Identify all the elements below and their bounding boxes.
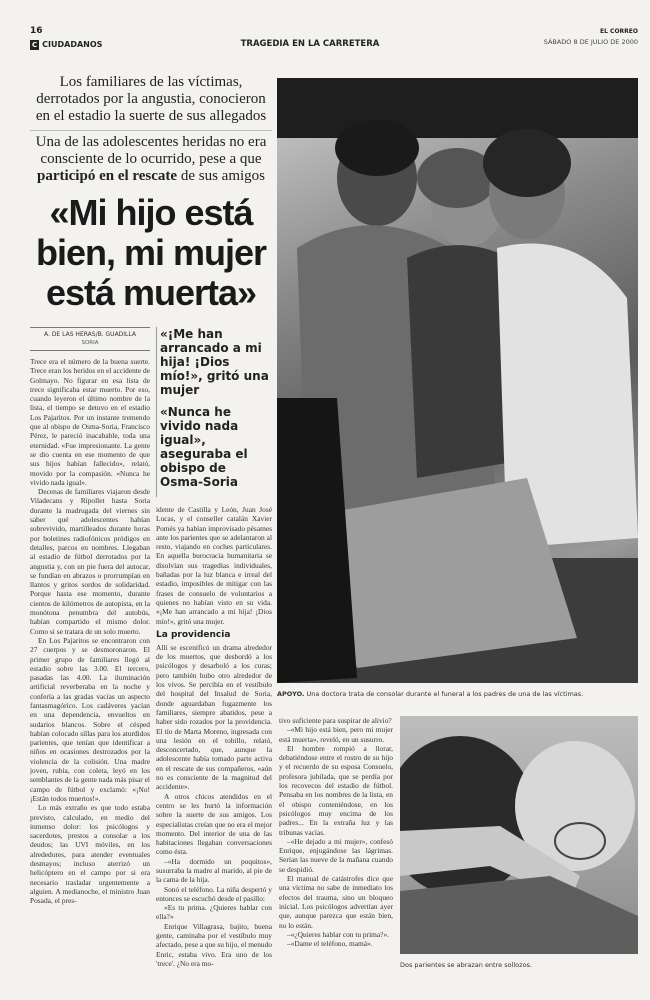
newspaper-name: EL CORREO (600, 28, 638, 35)
caption-text: Una doctora trata de consolar durante el funeral a los padres de una de las víctimas. (304, 690, 584, 698)
deck-1: Los familiares de las víctimas, derrotados por la angustia, conocieron en el estadio la suerte de sus allegados (35, 74, 267, 124)
article-body (30, 327, 272, 990)
deck-2-text: Una de las adolescentes heridas no era consciente de lo ocurrido, pese a que (35, 134, 267, 167)
page-number: 16 (30, 26, 43, 36)
photo-illustration (400, 716, 638, 954)
paragraph: tivo suficiente para suspirar de alivio? (279, 716, 392, 725)
section-name: CIUDADANOS (42, 40, 103, 49)
caption-label: APOYO. (277, 690, 305, 698)
article-cell-right (156, 327, 272, 990)
deck-2 (30, 130, 272, 185)
pull-quote: «Nunca he vivido nada igual», aseguraba el obispo de Osma-Soria (160, 405, 248, 489)
paragraph: Lo más extraño es que todo estaba previsto, calculado, en medio del inmenso dolor: los psicólogos y sacerdotes, prestos a consolar a los deudos; las UVI móviles, en los alrededores, para atender eventuales desmayos; incluso aterrizó un helicóptero en el campo por si era necesario trasladar urgentemente a alguien. A medianoche, el ministro Juan Posada, el pres- (30, 803, 150, 906)
paragraph: idente de Castilla y León, Juan José Lucas, y el conseller catalán Xavier Pomés ya habían improvisado pésames ante los parientes que se adelantaron al resto, viajando en coches particulares. En aquella burocracia humanitaria se disolvían sus tragedias individuales, bañadas por la luz blanca e irreal del estadio, imposibles de mitigar con las frases de consuelo de voluntarios a quienes no habían visto en su vida. «¡Me han arrancado a mi hija! ¡Dios mío!», gritó una mujer. (156, 505, 272, 626)
photo-caption: Dos parientes se abrazan entre sollozos. (400, 961, 532, 969)
paragraph: El manual de catástrofes dice que una víctima no sabe de inmediato los efectos del trauma, sino un bloqueo inicial. Los psicólogos advertían ayer que, aunque parezca que están bien, no lo están. (279, 874, 393, 930)
issue-date: SÁBADO 8 DE JULIO DE 2000 (543, 38, 638, 46)
section-label (30, 40, 102, 50)
topic-header: TRAGEDIA EN LA CARRETERA (240, 39, 380, 49)
photo-funeral-mourners (277, 78, 638, 683)
article-cell-left (30, 327, 150, 990)
photo-relatives-embracing (400, 716, 638, 954)
section-badge: C (32, 41, 38, 49)
pull-quotes (156, 327, 272, 497)
deck-2-bold: participó en el rescate (36, 168, 178, 184)
paragraph: «Es tu prima. ¿Quieres hablar con ella?» (156, 903, 272, 922)
paragraph: Allí se escenificó un drama alrededor de los muertos, que desbordó a los psicólogos y desarboló a los curas; pero también hubo otro alrededor de los vivos. Se percibía en el vestíbulo del hospital del Insalud de Soria, donde aguardaban fugazmente los familiares, siempre abatidos, pese a haber sido rozados por la providencia. El tío de Marta Moreno, ingresada con una lesión en el tobillo, relató, desconcertado, que, aunque la adolescente había tomado parte activa en el rescate de sus compañeros, «aún no es consciente de la magnitud del accidente». (156, 642, 272, 792)
lead-article (30, 74, 272, 990)
article-column-3 (279, 716, 393, 966)
paragraph: El hombre rompió a llorar, debatiéndose entre el rostro de su hijo y el recuerdo de su esposa Consuelo, profesora jubilada, que se perdía por los recovecos del estadio de fútbol. Pensaba en los nombres de la lista, en el obispo conteniéndose, en los psicólogos muy encima de los padres... En la extraña luz y las tribunas vacías. (279, 743, 393, 837)
paragraph: –«¿Quieres hablar con tu prima?». (287, 929, 389, 939)
pull-quote: «¡Me han arrancado a mi hija! ¡Dios mío!», gritó una mujer (160, 327, 269, 397)
article-column-2 (156, 505, 272, 990)
photo-caption (277, 690, 638, 698)
photo-illustration (277, 78, 638, 683)
paragraph: A otros chicos atendidos en el centro se les hurtó la información sobre la suerte de sus amigos. Los especialistas creían que no era el mejor momento. Del interior de una de las habitaciones llegaban conversaciones como ésta. (156, 791, 272, 857)
paragraph: Trece era el número de la buena suerte. Trece eran los heridos en el accidente de Golmayo. No figurar en esa lista de trece significaba estar muerto. Por eso, cuando leyeron el último nombre de la lista, el tiempo se detuvo en el estadio Los Pajaritos. Por un instante tremendo que al obispo de Osma-Soria, Francisco Pérez, le pareció inacabable, toda una eternidad. «Fue impresionante. La gente se dio cuenta en ese momento de que sus hijos habían fallecido», relató, movido por la compasión. «Nunca he vivido nada igual». (30, 357, 150, 487)
paragraph: –«Mi hijo está bien, pero mi mujer está muerta», reveló, en un susurro. (279, 725, 393, 744)
paragraph: Enrique Villagrasa, bajito, buena gente, caminaba por el vestíbulo muy afectado, pese a que su hijo, el menudo Enric, estaba vivo. Era uno de los 'trece'. ¿No era mo- (156, 921, 272, 968)
byline (30, 327, 150, 351)
byline-place: SORIA (81, 340, 99, 346)
paragraph: –«Ha dormido un poquitos», susurraba la madre al marido, al pie de la cama de la hija. (156, 856, 272, 885)
paragraph: Sonó el teléfono. La niña despertó y entonces se escuchó desde el pasillo: (156, 884, 272, 903)
paragraph: Decenas de familiares viajaron desde Viladecans y Ripollet hasta Soria durante la madrugada del viernes sin saber qué adolescentes habían sobrevivido, martilleados durante horas por boletines radiofónicos pródigos en detalles, parcos en nombres. Llegaban al estadio de fútbol derrotados por la angustia y, con un pie fuera del autocar, se fundían en abrazos o prorrumpían en llantos y gritos sordos de solidaridad. Porque hasta ese momento, durante cientos de kilómetros de autopista, en la monótona penumbra del autobús, habían compartido el mismo dolor. Como si se tratara de un solo muerto. (30, 487, 150, 636)
byline-authors: A. DE LAS HERAS/B. GUADILLA (44, 331, 136, 338)
paragraph: –«He dejado a mi mujer», confesó Enrique, enjugándose las lágrimas. Serían las nueve de la mañana cuando se despidió. (279, 836, 393, 874)
article-column-1 (30, 357, 150, 990)
subheading: La providencia (156, 629, 231, 640)
deck-2-text-end: de sus amigos (177, 168, 266, 184)
paragraph: –«Dame el teléfono, mamá». (287, 939, 373, 949)
paragraph: En Los Pajaritos se encontraron con 27 cuerpos y se desmoronaron. El primer grupo de familiares llegó al estadio sobre las 3.00. El tercero, pasadas las 4.00. La iluminación artificial reverberaba en la noche y confería a las gradas vacías un aspecto fantasmagórico. Los cadáveres yacían en una dependencia, envueltos en sudarios blancos. Sobre el césped habían colocado sillas para los aturdidos parientes, que tenían que identificar a niños en ocasiones destrozados por la violencia de la colisión. Una madre joven, rubia, con coleta, leyó en los semblantes de la gente nada más pisar el campo de fútbol y exclamó: «¡No! ¡Están todos muertos!». (30, 635, 150, 803)
headline: «Mi hijo está bien, mi mujer está muerta» (35, 192, 267, 313)
